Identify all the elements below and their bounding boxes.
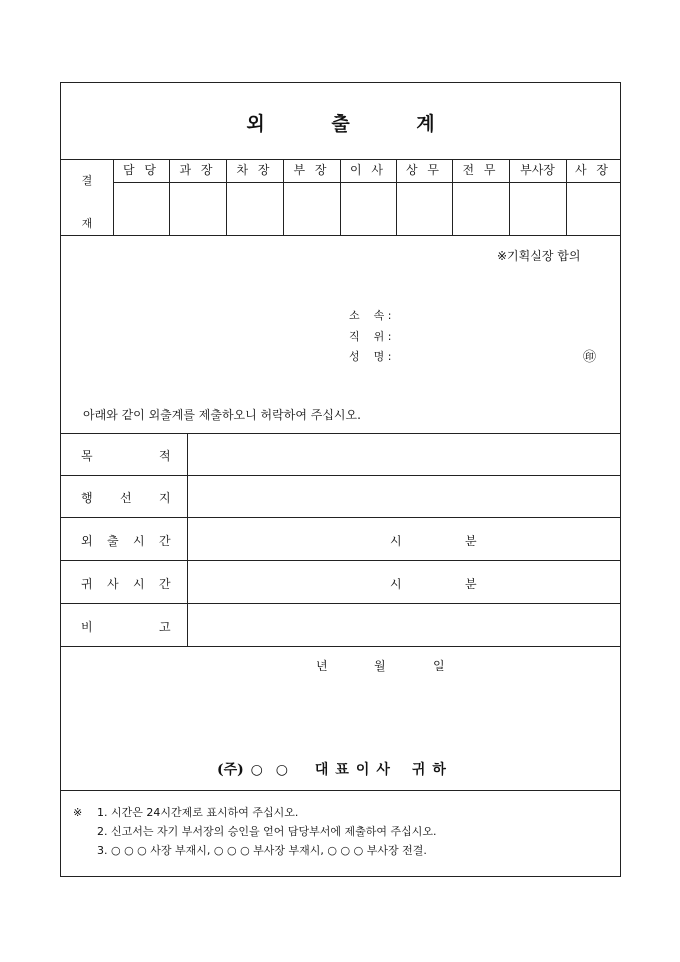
approval-header: 부사장: [520, 163, 555, 177]
title-char: 외: [246, 113, 265, 135]
notes-list: [97, 803, 437, 860]
company-name: ○ ○: [250, 762, 292, 778]
hour-unit: 시: [390, 534, 402, 548]
request-text: 아래와 같이 외출계를 제출하오니 허락하여 주십시오.: [83, 408, 361, 422]
approval-header: 차 장: [236, 163, 273, 177]
addressee: [217, 759, 453, 779]
divider: [61, 790, 620, 791]
out-time-field[interactable]: [188, 518, 620, 560]
approval-header: 이 사: [350, 163, 386, 177]
purpose-field[interactable]: [188, 434, 620, 475]
label-char: 행: [81, 491, 93, 505]
approval-header: 상 무: [406, 163, 442, 177]
date-day: 일: [433, 659, 445, 673]
minute-unit: 분: [465, 577, 477, 591]
label-char: 고: [159, 620, 171, 634]
dept-label: 소 속 :: [349, 309, 392, 322]
date-month: 월: [374, 659, 386, 673]
consult-note: ※기획실장 합의: [497, 249, 581, 263]
label-char: 시: [133, 534, 145, 548]
label-char: 외: [81, 534, 93, 548]
title-char: 계: [416, 113, 435, 135]
label-char: 비: [81, 620, 93, 634]
company-prefix: (주): [217, 762, 244, 778]
note-item: 2. 신고서는 자기 부서장의 승인을 얻어 담당부서에 제출하여 주십시오.: [97, 825, 437, 838]
form-title: [61, 109, 620, 136]
remarks-field[interactable]: [188, 604, 620, 646]
outing-report-form: [60, 82, 621, 877]
note-item: 3. ○ ○ ○ 사장 부재시, ○ ○ ○ 부사장 부재시, ○ ○ ○ 부사장 전결.: [97, 844, 427, 857]
hour-unit: 시: [390, 577, 402, 591]
title-char: 출: [331, 113, 350, 135]
approval-header: 전 무: [462, 163, 499, 177]
label-char: 목: [81, 449, 93, 463]
divider: [113, 182, 620, 183]
label-char: 적: [159, 449, 171, 463]
label-char: 시: [133, 577, 145, 591]
label-char: 간: [159, 577, 171, 591]
approval-header: 사 장: [575, 163, 611, 177]
minute-unit: 분: [465, 534, 477, 548]
label-char: 선: [120, 491, 132, 505]
divider: [61, 646, 620, 647]
approval-header: 담 당: [123, 163, 159, 177]
honorific: 귀하: [411, 762, 453, 778]
seal-mark: ㊞: [583, 350, 597, 365]
divider: [61, 235, 620, 236]
label-char: 지: [159, 491, 171, 505]
position-label: 직 위 :: [349, 330, 392, 343]
notes-mark: ※: [73, 806, 83, 819]
approval-header: 과 장: [179, 163, 216, 177]
date-year: 년: [316, 659, 328, 673]
label-char: 귀: [81, 577, 93, 591]
label-char: 사: [107, 577, 119, 591]
label-char: 출: [107, 534, 119, 548]
label-char: 간: [159, 534, 171, 548]
name-label: 성 명 :: [349, 350, 392, 363]
return-time-field[interactable]: [188, 561, 620, 603]
destination-field[interactable]: [188, 476, 620, 517]
approval-label-gyeol: 결: [81, 174, 93, 187]
approval-header: 부 장: [293, 163, 330, 177]
approval-label-jae: 재: [81, 217, 93, 230]
ceo-title: 대표이사: [314, 762, 397, 778]
note-item: 1. 시간은 24시간제로 표시하여 주십시오.: [97, 806, 299, 819]
